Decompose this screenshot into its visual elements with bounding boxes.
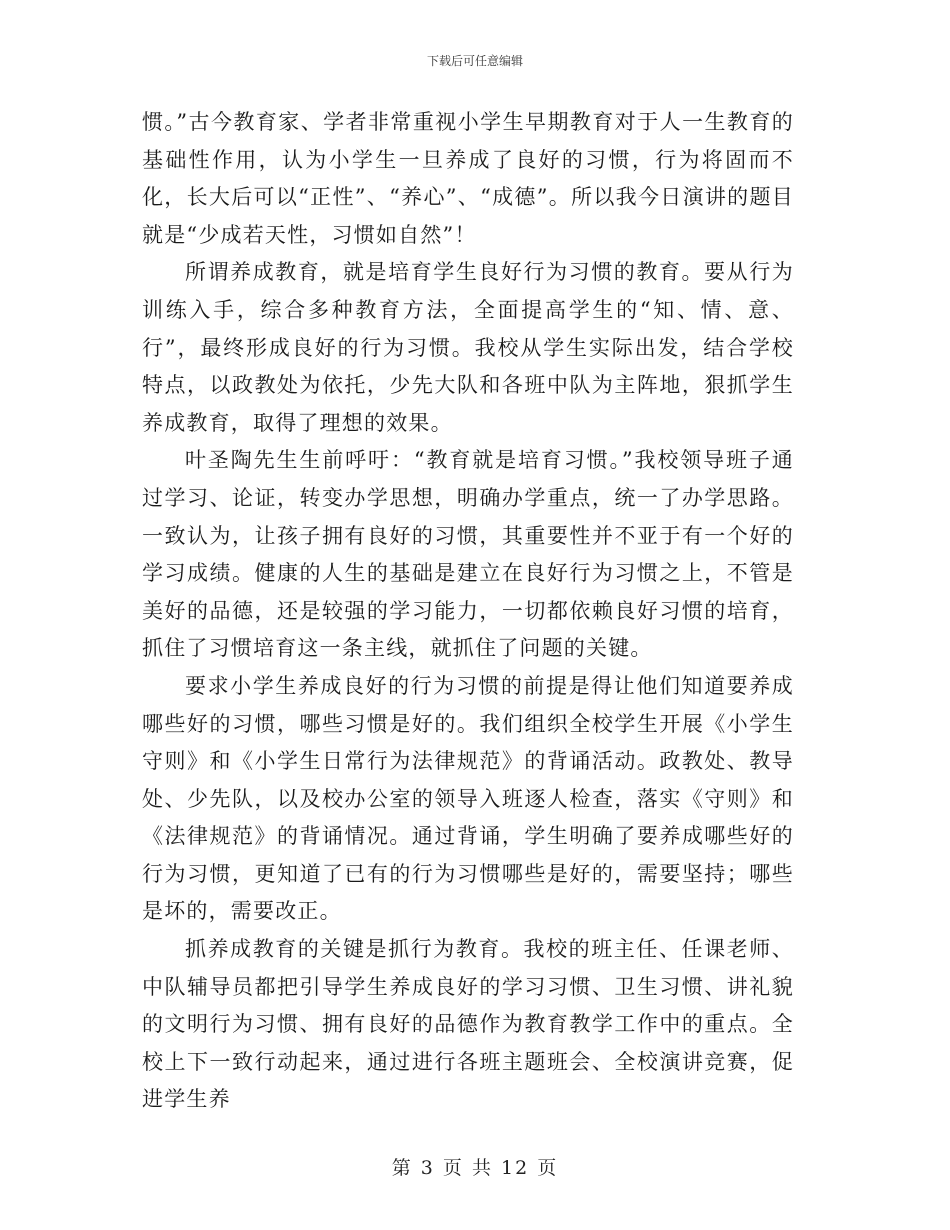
paragraph-5: 抓养成教育的关键是抓行为教育。我校的班主任、任课老师、中队辅导员都把引导学生养成良好的学习习惯、卫生习惯、讲礼貌的文明行为习惯、拥有良好的品德作为教育教学工作中的重点。全校上下一致行动起来，通过进行各班主题班会、全校演讲竞赛，促进学生养 bbox=[142, 937, 794, 1112]
paragraph-1: 惯。”古今教育家、学者非常重视小学生早期教育对于人一生教育的基础性作用，认为小学生一旦养成了良好的习惯，行为将固而不化，长大后可以“正性”、“养心”、“成德”。所以我今日演讲的题目就是“少成若天性，习惯如自然”！ bbox=[142, 110, 794, 247]
paragraph-2: 所谓养成教育，就是培育学生良好行为习惯的教育。要从行为训练入手，综合多种教育方法，全面提高学生的“知、情、意、行”，最终形成良好的行为习惯。我校从学生实际出发，结合学校特点，以政教处为依托，少先大队和各班中队为主阵地，狠抓学生养成教育，取得了理想的效果。 bbox=[142, 260, 794, 435]
page-number-footer: 第 3 页 共 12 页 bbox=[391, 1157, 559, 1179]
paragraph-3: 叶圣陶先生生前呼吁：“教育就是培育习惯。”我校领导班子通过学习、论证，转变办学思想，明确办学重点，统一了办学思路。一致认为，让孩子拥有良好的习惯，其重要性并不亚于有一个好的学习成绩。健康的人生的基础是建立在良好行为习惯之上，不管是美好的品德，还是较强的学习能力，一切都依赖良好习惯的培育，抓住了习惯培育这一条主线，就抓住了问题的关键。 bbox=[142, 448, 794, 661]
paragraph-4: 要求小学生养成良好的行为习惯的前提是得让他们知道要养成哪些好的习惯，哪些习惯是好的。我们组织全校学生开展《小学生守则》和《小学生日常行为法律规范》的背诵活动。政教处、教导处、少先队，以及校办公室的领导入班逐人检查，落实《守则》和《法律规范》的背诵情况。通过背诵，学生明确了要养成哪些好的行为习惯，更知道了已有的行为习惯哪些是好的，需要坚持；哪些是坏的，需要改正。 bbox=[142, 673, 794, 924]
page-header: 下载后可任意编辑 bbox=[426, 54, 523, 68]
document-body bbox=[142, 104, 794, 1119]
